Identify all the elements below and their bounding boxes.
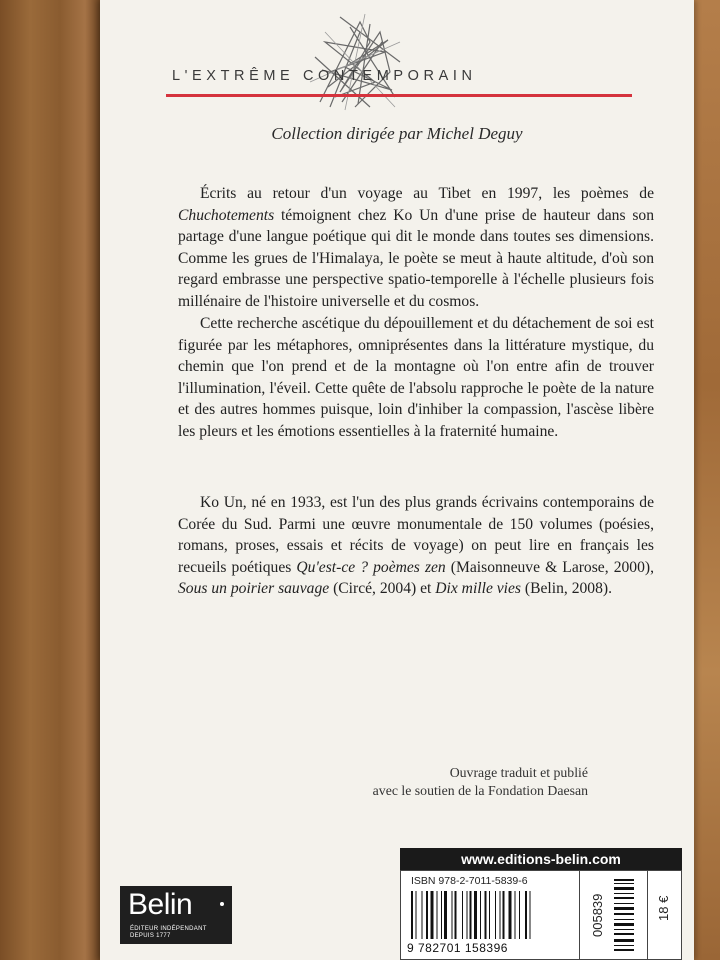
internal-code-column [579,871,649,959]
series-name: L'EXTRÊME CONTEMPORAIN [172,68,477,84]
publisher-tagline: ÉDITEUR INDÉPENDANT DEPUIS 1777 [130,926,207,939]
collection-editor: Collection dirigée par Michel Deguy [271,124,523,143]
book-title: Chuchotements [178,206,275,224]
internal-code: 005839 [590,893,605,937]
isbn-number: ISBN 978-2-7011-5839-6 [411,875,528,887]
logo-dot-icon [220,902,224,906]
background-left-wood [0,0,100,960]
series-divider-red [166,94,632,97]
price: 18 € [656,895,671,921]
small-barcode-icon [614,877,634,953]
book-back-cover [100,0,694,960]
publisher-url: www.editions-belin.com [400,848,682,870]
barcode-area [400,870,682,960]
barcode-icon [411,891,561,939]
translation-credit: Ouvrage traduit et publié avec le soutien de la Fondation Daesan [372,765,588,798]
background-right-wood [690,0,720,960]
summary-paragraph-1: Écrits au retour d'un voyage au Tibet en 1997, les poèmes de Chuchotements témoignent chez Ko Un d'une prise de hauteur dans son partage d'une langue poétique qui dit le monde dans toutes ses dimensions. Comme les grues de l'Himalaya, le poète se meut à haute altitude, d'où son regard embrasse une perspective spatio-temporelle à l'échelle plusieurs fois millénaire de l'histoire universelle et du cosmos. [178,185,654,310]
series-logo-scribble-icon [300,12,410,112]
author-bio-paragraph: Ko Un, né en 1933, est l'un des plus grands écrivains contemporains de Corée du Sud. Parmi une œuvre monumentale de 150 volumes (poésies, romans, proses, essais et récits de voyage) on peut lire en français les recueils poétiques Qu'est-ce ? poèmes zen (Maisonneuve & Larose, 2000), Sous un poirier sauvage (Circé, 2004) et Dix mille vies (Belin, 2008). [178,494,654,598]
price-column [647,871,681,959]
publisher-name: Belin [128,888,193,921]
barcode-digits: 9 782701 158396 [407,941,508,955]
summary-paragraph-2: Cette recherche ascétique du dépouillement et du détachement de soi est figurée par les métaphores, omniprésentes dans la littérature mystique, du chemin que l'on prend et de la montagne où l'on entre afin de trouver l'illumination, l'éveil. Cette quête de l'absolu rapproche le poète de la nature et des autres hommes puisque, loin d'inhiber la compassion, l'ascèse libère les pleurs et les émotions essentielles à la fraternité humaine. [178,315,654,440]
publisher-logo [120,886,232,944]
